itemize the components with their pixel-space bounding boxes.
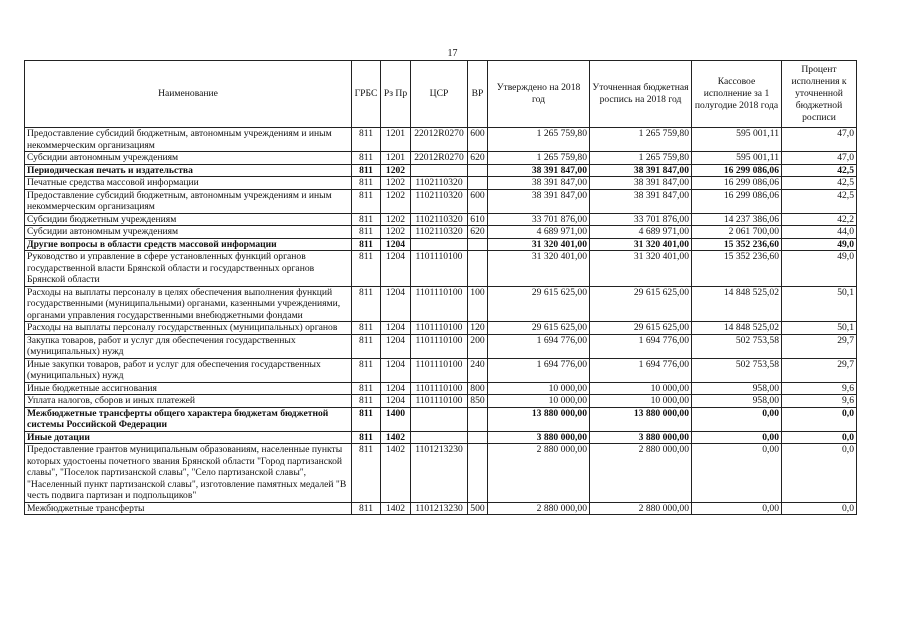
cell-vr: 200 xyxy=(468,334,488,358)
cell-approved: 29 615 625,00 xyxy=(488,286,590,322)
cell-vr: 240 xyxy=(468,358,488,382)
cell-percent: 0,0 xyxy=(782,407,857,431)
cell-refined: 31 320 401,00 xyxy=(590,251,692,287)
table-row xyxy=(25,152,857,165)
cell-csr xyxy=(411,431,468,444)
cell-rzpr: 1204 xyxy=(381,334,411,358)
cell-grbs: 811 xyxy=(352,226,381,239)
cell-approved: 10 000,00 xyxy=(488,395,590,408)
cell-approved: 38 391 847,00 xyxy=(488,189,590,213)
cell-approved: 4 689 971,00 xyxy=(488,226,590,239)
cell-name: Субсидии автономным учреждениям xyxy=(25,226,352,239)
cell-approved: 29 615 625,00 xyxy=(488,322,590,335)
cell-percent: 47,0 xyxy=(782,128,857,152)
cell-csr xyxy=(411,164,468,177)
cell-grbs: 811 xyxy=(352,251,381,287)
cell-vr: 600 xyxy=(468,189,488,213)
cell-csr: 1101110100 xyxy=(411,382,468,395)
cell-grbs: 811 xyxy=(352,444,381,503)
cell-rzpr: 1202 xyxy=(381,164,411,177)
cell-rzpr: 1402 xyxy=(381,502,411,515)
cell-rzpr: 1204 xyxy=(381,238,411,251)
cell-grbs: 811 xyxy=(352,189,381,213)
cell-csr: 1102110320 xyxy=(411,177,468,190)
cell-cash: 0,00 xyxy=(692,407,782,431)
cell-percent: 9,6 xyxy=(782,382,857,395)
cell-name: Предоставление субсидий бюджетным, автономным учреждениям и иным некоммерческим организациям xyxy=(25,128,352,152)
cell-refined: 1 694 776,00 xyxy=(590,334,692,358)
header-percent: Процент исполнения к уточненной бюджетной росписи xyxy=(782,61,857,128)
cell-approved: 38 391 847,00 xyxy=(488,164,590,177)
cell-cash: 16 299 086,06 xyxy=(692,177,782,190)
cell-name: Закупка товаров, работ и услуг для обеспечения государственных (муниципальных) нужд xyxy=(25,334,352,358)
cell-rzpr: 1204 xyxy=(381,251,411,287)
cell-vr: 120 xyxy=(468,322,488,335)
cell-percent: 9,6 xyxy=(782,395,857,408)
cell-rzpr: 1202 xyxy=(381,213,411,226)
cell-grbs: 811 xyxy=(352,322,381,335)
cell-cash: 16 299 086,06 xyxy=(692,164,782,177)
cell-percent: 29,7 xyxy=(782,358,857,382)
cell-csr: 1101110100 xyxy=(411,322,468,335)
cell-rzpr: 1202 xyxy=(381,177,411,190)
cell-name: Расходы на выплаты персоналу государственных (муниципальных) органов xyxy=(25,322,352,335)
cell-csr: 1101110100 xyxy=(411,251,468,287)
cell-name: Субсидии бюджетным учреждениям xyxy=(25,213,352,226)
cell-grbs: 811 xyxy=(352,213,381,226)
cell-vr xyxy=(468,444,488,503)
table-row xyxy=(25,444,857,503)
table-row xyxy=(25,407,857,431)
cell-rzpr: 1201 xyxy=(381,128,411,152)
cell-csr: 1102110320 xyxy=(411,226,468,239)
cell-name: Уплата налогов, сборов и иных платежей xyxy=(25,395,352,408)
page-number: 17 xyxy=(447,48,458,59)
header-cash: Кассовое исполнение за 1 полугодие 2018 года xyxy=(692,61,782,128)
cell-refined: 10 000,00 xyxy=(590,395,692,408)
cell-vr: 620 xyxy=(468,152,488,165)
table-row xyxy=(25,382,857,395)
cell-percent: 29,7 xyxy=(782,334,857,358)
cell-vr: 800 xyxy=(468,382,488,395)
cell-cash: 14 237 386,06 xyxy=(692,213,782,226)
cell-csr: 22012R0270 xyxy=(411,128,468,152)
cell-csr: 1101213230 xyxy=(411,502,468,515)
cell-approved: 31 320 401,00 xyxy=(488,238,590,251)
cell-vr: 610 xyxy=(468,213,488,226)
cell-rzpr: 1402 xyxy=(381,431,411,444)
cell-rzpr: 1400 xyxy=(381,407,411,431)
cell-refined: 4 689 971,00 xyxy=(590,226,692,239)
cell-rzpr: 1402 xyxy=(381,444,411,503)
cell-percent: 47,0 xyxy=(782,152,857,165)
cell-percent: 49,0 xyxy=(782,251,857,287)
cell-refined: 38 391 847,00 xyxy=(590,177,692,190)
cell-rzpr: 1204 xyxy=(381,322,411,335)
cell-csr: 1101110100 xyxy=(411,395,468,408)
cell-approved: 33 701 876,00 xyxy=(488,213,590,226)
cell-vr: 100 xyxy=(468,286,488,322)
cell-refined: 2 880 000,00 xyxy=(590,502,692,515)
cell-cash: 595 001,11 xyxy=(692,128,782,152)
cell-name: Расходы на выплаты персоналу в целях обеспечения выполнения функций государственными (муниципальными) органами, казенными учреждениями, органами управления государственными внебюджетными фондами xyxy=(25,286,352,322)
cell-percent: 42,5 xyxy=(782,164,857,177)
cell-rzpr: 1204 xyxy=(381,395,411,408)
cell-refined: 31 320 401,00 xyxy=(590,238,692,251)
cell-cash: 958,00 xyxy=(692,382,782,395)
cell-rzpr: 1204 xyxy=(381,382,411,395)
cell-percent: 42,5 xyxy=(782,177,857,190)
cell-csr: 1102110320 xyxy=(411,189,468,213)
budget-table xyxy=(24,60,857,515)
table-row xyxy=(25,286,857,322)
cell-cash: 15 352 236,60 xyxy=(692,238,782,251)
cell-approved: 1 694 776,00 xyxy=(488,358,590,382)
cell-rzpr: 1201 xyxy=(381,152,411,165)
table-row xyxy=(25,213,857,226)
table-row xyxy=(25,395,857,408)
cell-grbs: 811 xyxy=(352,128,381,152)
cell-approved: 31 320 401,00 xyxy=(488,251,590,287)
table-row xyxy=(25,177,857,190)
cell-refined: 13 880 000,00 xyxy=(590,407,692,431)
cell-vr: 850 xyxy=(468,395,488,408)
cell-csr: 1102110320 xyxy=(411,213,468,226)
cell-cash: 502 753,58 xyxy=(692,358,782,382)
cell-refined: 1 265 759,80 xyxy=(590,152,692,165)
cell-name: Межбюджетные трансферты xyxy=(25,502,352,515)
cell-percent: 44,0 xyxy=(782,226,857,239)
cell-name: Субсидии автономным учреждениям xyxy=(25,152,352,165)
cell-rzpr: 1202 xyxy=(381,189,411,213)
cell-refined: 3 880 000,00 xyxy=(590,431,692,444)
cell-approved: 3 880 000,00 xyxy=(488,431,590,444)
header-grbs: ГРБС xyxy=(352,61,381,128)
header-refined: Уточненная бюджетная роспись на 2018 год xyxy=(590,61,692,128)
cell-name: Периодическая печать и издательства xyxy=(25,164,352,177)
cell-percent: 42,5 xyxy=(782,189,857,213)
header-rzpr: Рз Пр xyxy=(381,61,411,128)
cell-grbs: 811 xyxy=(352,502,381,515)
cell-name: Межбюджетные трансферты общего характера бюджетам бюджетной системы Российской Федерации xyxy=(25,407,352,431)
cell-grbs: 811 xyxy=(352,238,381,251)
cell-percent: 50,1 xyxy=(782,286,857,322)
cell-name: Иные бюджетные ассигнования xyxy=(25,382,352,395)
cell-refined: 29 615 625,00 xyxy=(590,322,692,335)
table-body xyxy=(25,128,857,515)
cell-refined: 33 701 876,00 xyxy=(590,213,692,226)
cell-vr xyxy=(468,251,488,287)
cell-approved: 10 000,00 xyxy=(488,382,590,395)
table-row xyxy=(25,358,857,382)
cell-grbs: 811 xyxy=(352,407,381,431)
cell-cash: 502 753,58 xyxy=(692,334,782,358)
cell-refined: 1 694 776,00 xyxy=(590,358,692,382)
cell-grbs: 811 xyxy=(352,358,381,382)
cell-cash: 595 001,11 xyxy=(692,152,782,165)
cell-percent: 0,0 xyxy=(782,444,857,503)
cell-grbs: 811 xyxy=(352,431,381,444)
cell-vr xyxy=(468,407,488,431)
cell-csr: 1101110100 xyxy=(411,358,468,382)
cell-name: Руководство и управление в сфере установленных функций органов государственной власти Брянской области и государственных органов Брянской области xyxy=(25,251,352,287)
cell-name: Предоставление субсидий бюджетным, автономным учреждениям и иным некоммерческим организациям xyxy=(25,189,352,213)
cell-refined: 1 265 759,80 xyxy=(590,128,692,152)
cell-csr: 1101213230 xyxy=(411,444,468,503)
cell-cash: 0,00 xyxy=(692,502,782,515)
cell-grbs: 811 xyxy=(352,152,381,165)
table-row xyxy=(25,128,857,152)
table-row xyxy=(25,322,857,335)
cell-vr xyxy=(468,164,488,177)
cell-csr xyxy=(411,238,468,251)
cell-csr: 1101110100 xyxy=(411,286,468,322)
cell-name: Другие вопросы в области средств массовой информации xyxy=(25,238,352,251)
cell-approved: 38 391 847,00 xyxy=(488,177,590,190)
cell-approved: 1 265 759,80 xyxy=(488,152,590,165)
cell-grbs: 811 xyxy=(352,382,381,395)
header-name: Наименование xyxy=(25,61,352,128)
table-row xyxy=(25,164,857,177)
cell-percent: 50,1 xyxy=(782,322,857,335)
cell-grbs: 811 xyxy=(352,395,381,408)
cell-cash: 14 848 525,02 xyxy=(692,286,782,322)
cell-name: Предоставление грантов муниципальным образованиям, населенные пункты которых удостоены почетного звания Брянской области "Город партизанской славы", "Поселок партизанской славы", "Село партизанской славы", "Населенный пункт партизанской славы", изготовление памятных медалей "В честь подвига партизан и подпольщиков" xyxy=(25,444,352,503)
cell-vr xyxy=(468,238,488,251)
cell-rzpr: 1204 xyxy=(381,358,411,382)
cell-approved: 1 265 759,80 xyxy=(488,128,590,152)
header-vr: ВР xyxy=(468,61,488,128)
cell-refined: 2 880 000,00 xyxy=(590,444,692,503)
cell-percent: 42,2 xyxy=(782,213,857,226)
cell-approved: 1 694 776,00 xyxy=(488,334,590,358)
table-row xyxy=(25,238,857,251)
cell-grbs: 811 xyxy=(352,164,381,177)
cell-name: Печатные средства массовой информации xyxy=(25,177,352,190)
cell-percent: 0,0 xyxy=(782,431,857,444)
header-row xyxy=(25,61,857,128)
cell-cash: 2 061 700,00 xyxy=(692,226,782,239)
cell-csr: 22012R0270 xyxy=(411,152,468,165)
cell-refined: 10 000,00 xyxy=(590,382,692,395)
cell-vr: 600 xyxy=(468,128,488,152)
cell-cash: 15 352 236,60 xyxy=(692,251,782,287)
cell-cash: 0,00 xyxy=(692,444,782,503)
header-csr: ЦСР xyxy=(411,61,468,128)
cell-grbs: 811 xyxy=(352,334,381,358)
cell-vr xyxy=(468,177,488,190)
table-row xyxy=(25,431,857,444)
table-row xyxy=(25,334,857,358)
table-row xyxy=(25,226,857,239)
cell-refined: 29 615 625,00 xyxy=(590,286,692,322)
cell-cash: 14 848 525,02 xyxy=(692,322,782,335)
cell-cash: 16 299 086,06 xyxy=(692,189,782,213)
cell-refined: 38 391 847,00 xyxy=(590,164,692,177)
cell-vr xyxy=(468,431,488,444)
cell-vr: 620 xyxy=(468,226,488,239)
cell-grbs: 811 xyxy=(352,177,381,190)
cell-refined: 38 391 847,00 xyxy=(590,189,692,213)
cell-approved: 2 880 000,00 xyxy=(488,444,590,503)
cell-percent: 0,0 xyxy=(782,502,857,515)
cell-grbs: 811 xyxy=(352,286,381,322)
cell-csr: 1101110100 xyxy=(411,334,468,358)
table-row xyxy=(25,251,857,287)
cell-cash: 958,00 xyxy=(692,395,782,408)
table-row xyxy=(25,502,857,515)
cell-cash: 0,00 xyxy=(692,431,782,444)
cell-vr: 500 xyxy=(468,502,488,515)
cell-approved: 2 880 000,00 xyxy=(488,502,590,515)
cell-rzpr: 1204 xyxy=(381,286,411,322)
cell-name: Иные закупки товаров, работ и услуг для обеспечения государственных (муниципальных) нужд xyxy=(25,358,352,382)
cell-csr xyxy=(411,407,468,431)
header-approved: Утверждено на 2018 год xyxy=(488,61,590,128)
cell-percent: 49,0 xyxy=(782,238,857,251)
cell-rzpr: 1202 xyxy=(381,226,411,239)
cell-name: Иные дотации xyxy=(25,431,352,444)
table-row xyxy=(25,189,857,213)
cell-approved: 13 880 000,00 xyxy=(488,407,590,431)
